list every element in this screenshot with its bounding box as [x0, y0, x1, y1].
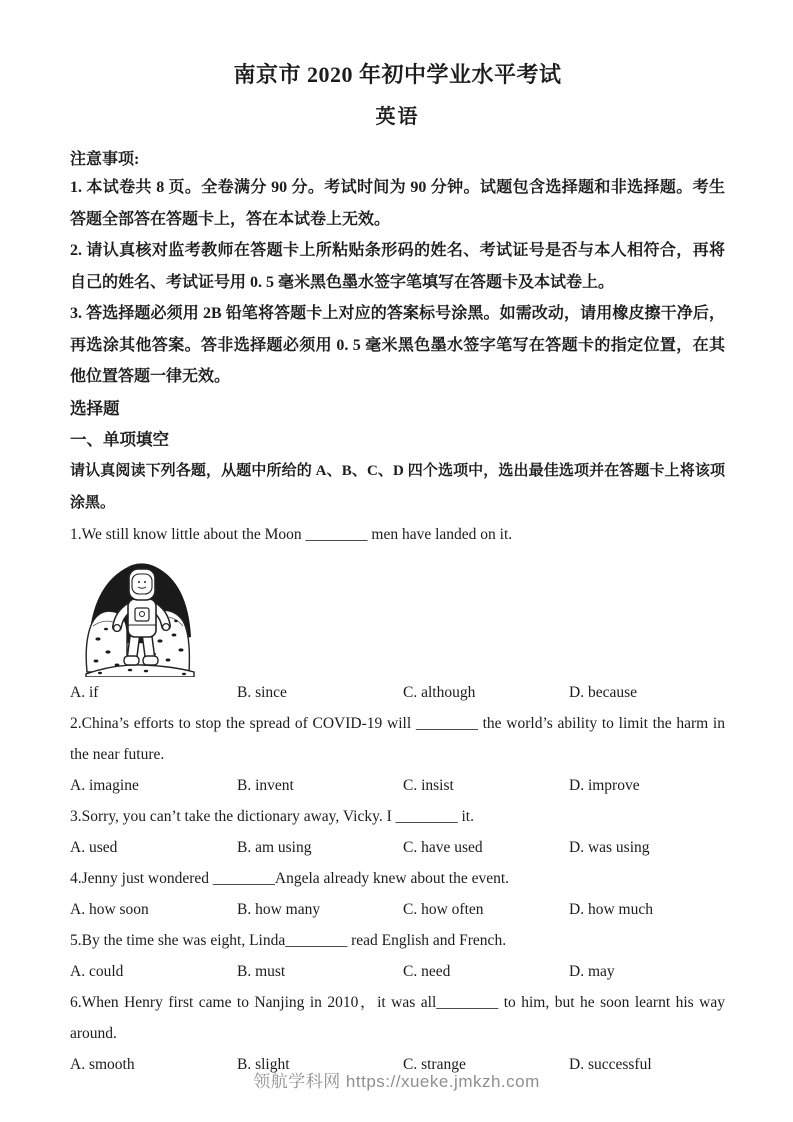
notice-heading: 注意事项: [70, 151, 140, 168]
option-d: D. was using [569, 838, 650, 856]
option-b: B. how many [237, 900, 321, 918]
question-4-text: 4.Jenny just wondered ________Angela already knew about the event. [70, 869, 510, 887]
option-c: C. although [403, 683, 476, 701]
option-c: C. how often [403, 900, 484, 918]
option-b: B. invent [237, 776, 294, 794]
option-a: A. smooth [70, 1055, 135, 1073]
notice-item-2: 2. 请认真核对监考教师在答题卡上所粘贴条形码的姓名、考试证号是否与本人相符合，再将自己的姓名、考试证号用 0. 5 毫米黑色墨水签字笔填写在答题卡及本试卷上。 [70, 242, 725, 291]
page-title: 南京市 2020 年初中学业水平考试 [233, 62, 562, 87]
option-a: A. could [70, 962, 124, 980]
option-b: B. am using [237, 838, 312, 856]
question-2-text: 2.China’s efforts to stop the spread of COVID-19 will ________ the world’s ability to limit the harm in the near future. [70, 714, 725, 763]
option-d: D. improve [569, 776, 640, 794]
option-c: C. need [403, 962, 451, 980]
option-b: B. since [237, 683, 287, 701]
watermark-footer [0, 1067, 793, 1092]
question-1-figure [84, 553, 196, 677]
question-5-options [70, 956, 725, 987]
option-d: D. because [569, 683, 637, 701]
question-3-text: 3.Sorry, you can’t take the dictionary away, Vicky. I ________ it. [70, 807, 474, 825]
question-2-options [70, 770, 725, 801]
question-5-text: 5.By the time she was eight, Linda________ read English and French. [70, 931, 507, 949]
notice-item-1: 1. 本试卷共 8 页。全卷满分 90 分。考试时间为 90 分钟。试题包含选择题和非选择题。考生答题全部答在答题卡上，答在本试卷上无效。 [70, 179, 725, 228]
option-a: A. used [70, 838, 118, 856]
option-a: A. imagine [70, 776, 139, 794]
astronaut-moon-illustration [84, 553, 196, 677]
question-1-text: 1.We still know little about the Moon ________ men have landed on it. [70, 525, 513, 543]
option-d: D. may [569, 962, 615, 980]
part1-instruction: 请认真阅读下列各题，从题中所给的 A、B、C、D 四个选项中，选出最佳选项并在答题卡上将该项涂黑。 [70, 462, 725, 511]
option-a: A. how soon [70, 900, 149, 918]
option-c: C. insist [403, 776, 454, 794]
notice-item-3: 3. 答选择题必须用 2B 铅笔将答题卡上对应的答案标号涂黑。如需改动，请用橡皮擦干净后，再选涂其他答案。答非选择题必须用 0. 5 毫米黑色墨水签字笔写在答题卡的指定位置，在其他位置答题一律无效。 [70, 305, 725, 385]
question-3-options [70, 832, 725, 863]
option-c: C. strange [403, 1055, 466, 1073]
question-6-text: 6.When Henry first came to Nanjing in 2010，it was all________ to him, but he soon learnt his way around. [70, 993, 725, 1042]
option-a: A. if [70, 683, 99, 701]
watermark-text: 领航学科网 https://xueke.jmkzh.com [253, 1072, 540, 1091]
option-b: B. must [237, 962, 286, 980]
question-4-options [70, 894, 725, 925]
option-d: D. how much [569, 900, 653, 918]
subject-title: 英语 [375, 106, 420, 128]
option-d: D. successful [569, 1055, 652, 1073]
section-part1-heading: 一、单项填空 [70, 429, 169, 449]
question-1-options [70, 677, 725, 708]
section-choice-heading: 选择题 [70, 398, 120, 418]
option-c: C. have used [403, 838, 483, 856]
option-b: B. slight [237, 1055, 290, 1073]
